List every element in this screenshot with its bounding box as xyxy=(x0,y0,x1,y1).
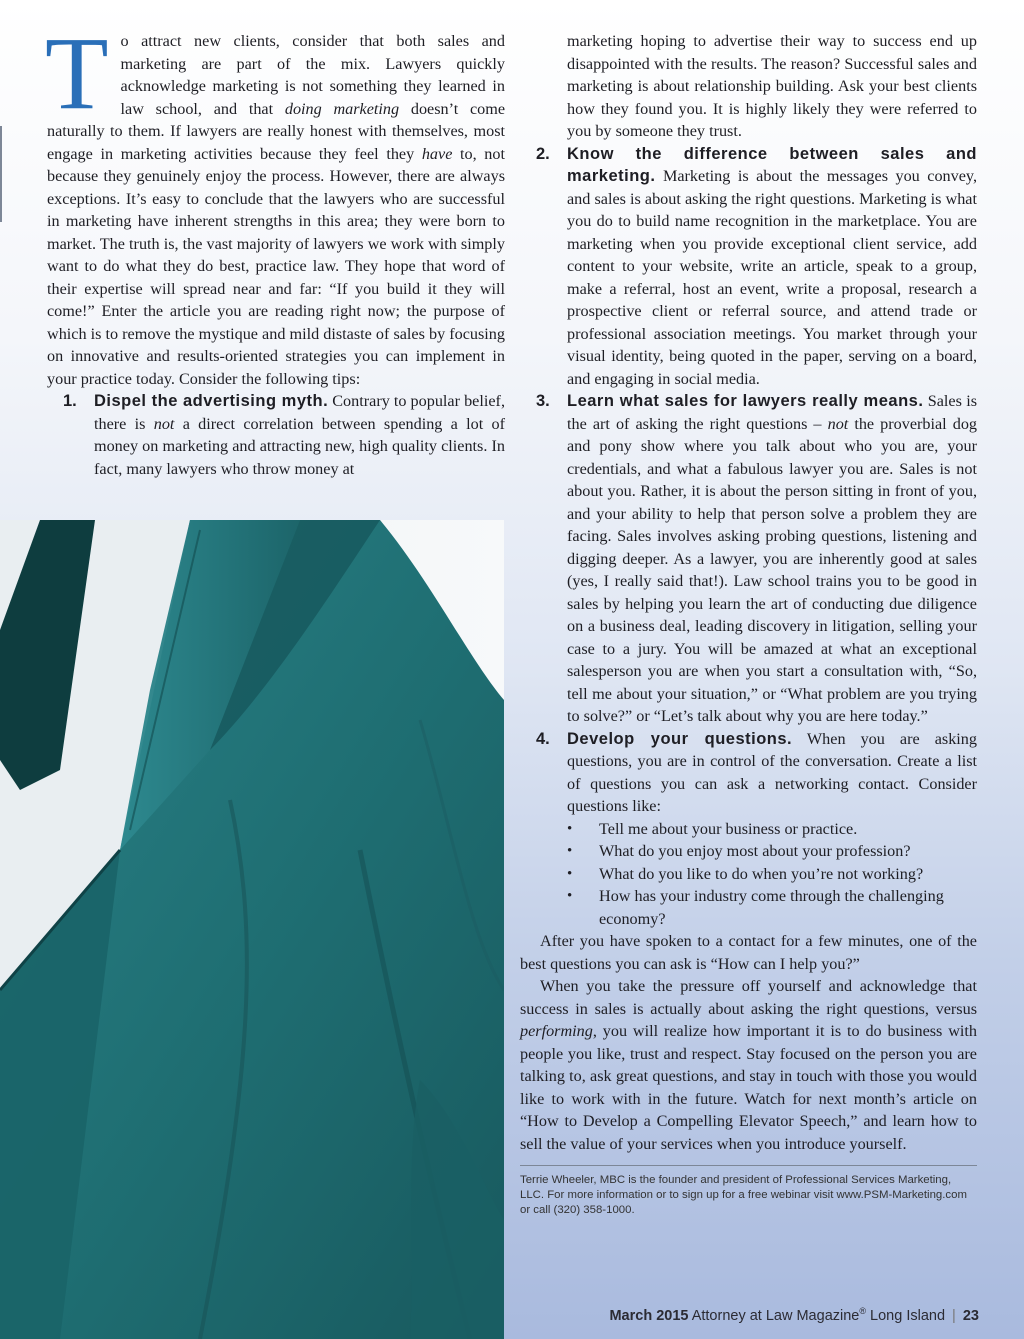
lede-paragraph: To attract new clients, consider that both sales and marketing are part of the mix. Lawyers quickly acknowledge marketing is not something they learned in law school, and that doing marketing doesn’t come naturally to them. If lawyers are really honest with themselves, most engage in marketing activities because they feel they have to, not because they genuinely enjoy the process. However, there are always exceptions. It’s easy to conclude that the lawyers who are successful in marketing have inherent strengths in this area; they were born to market. The truth is, the vast majority of lawyers we work with simply want to do what they do best, practice law. They hope that word of their expertise will spread near and far: “If you build it they will come!” Enter the article you are reading right now; the purpose of which is to remove the mystique and mild distaste of sales by focusing on innovative and results-oriented strategies you can implement in your practice today. Consider the following tips: xyxy=(45,16,506,388)
tip-number: 3. xyxy=(536,392,550,410)
tip-4: 4. Develop your questions. When you are asking questions, you are in control of the conversation. Create a list of questions you can ask a networking contact. Consider questions like: xyxy=(536,729,977,815)
tip-title: Dispel the advertising myth. xyxy=(94,392,329,410)
bio-divider xyxy=(520,1165,977,1166)
tip-3: 3. Learn what sales for lawyers really means. Sales is the art of asking the right questions – not the proverbial dog and pony show where you talk about who you are, your credentials, and what a fabulous lawyer you are. Sales is not about you. Rather, it is about the person sitting in front of you, and your ability to help that person solve a problem they are facing. Sales involves asking probing questions, listening and digging deeper. As a lawyer, you are inherently good at sales (yes, I really said that!). Law school trains you to be good in sales by helping you learn the art of conducting due diligence on a business deal, leading discovery in litigation, selling your case to a jury. You will be amazed at what an exceptional salesperson you are when you start a consultation with, “So, tell me about your situation,” or “What problem are you trying to solve?” or “Let’s talk about why you are here today.” xyxy=(536,392,978,725)
tip-2: 2. Know the difference between sales and marketing. Marketing is about the messages you convey, and sales is about asking the right questions. Marketing is what you do to build name recognition in the marketplace. You are marketing when you provide exceptional client service, add content to your website, write an article, speak to a group, make a referral, host an event, write a proposal, research a prospective client or referral source, and attend trade or professional association meetings. You market through your visual identity, being quoted in the paper, serving on a board, and engaging in social media. xyxy=(536,144,977,388)
tip-title: Develop your questions. xyxy=(567,729,793,748)
tip-number: 1. xyxy=(63,392,77,410)
list-item: • Tell me about your business or practice. xyxy=(599,818,977,841)
suit-photo xyxy=(0,520,504,1339)
tip-1-continued: marketing hoping to advertise their way to success end up disappointed with the results. The reason? Successful sales and marketing is about relationship building. Ask your best clients how they found you. It is highly likely they were referred to you by someone they trust. xyxy=(567,32,977,140)
tip-number: 2. xyxy=(536,144,550,163)
tip-1: 1. Dispel the advertising myth. Contrary to popular belief, there is not a direct correlation between spending a lot of money on marketing and attracting new, high quality clients. In fact, many lawyers who throw money at xyxy=(63,392,506,478)
page-footer xyxy=(609,1306,979,1324)
question-list xyxy=(520,818,977,931)
tip-title: Learn what sales for lawyers really means. xyxy=(567,392,924,410)
suit-illustration xyxy=(0,520,504,1339)
registered-mark: ® xyxy=(859,1306,866,1316)
author-bio: Terrie Wheeler, MBC is the founder and president of Professional Services Marketing, LLC. For more information or to sign up for a free webinar visit www.PSM-Marketing.com or call (320) 358-1000. xyxy=(520,1174,967,1216)
list-item: • What do you like to do when you’re not working? xyxy=(599,863,977,886)
magazine-name: Attorney at Law Magazine xyxy=(691,1307,860,1324)
list-item: • How has your industry come through the challenging economy? xyxy=(599,885,977,930)
left-column xyxy=(45,16,506,480)
issue-date: March 2015 xyxy=(609,1307,689,1324)
right-column xyxy=(520,30,977,1218)
closing-paragraph-1: After you have spoken to a contact for a few minutes, one of the best questions you can ask is “How can I help you?” xyxy=(520,932,977,973)
footer-separator: | xyxy=(952,1307,956,1324)
list-item: • What do you enjoy most about your profession? xyxy=(599,840,977,863)
closing-paragraph-2: When you take the pressure off yourself and acknowledge that success in sales is actually about asking the right questions, versus performing, you will realize how important it is to do business with people you like, trust and respect. Stay focused on the person you are talking to, ask great questions, and stay in touch with those you would like to work with in the future. Watch for next month’s article on “How to Develop a Compelling Elevator Speech,” and learn how to sell the value of your services when you introduce yourself. xyxy=(520,977,977,1153)
magazine-region: Long Island xyxy=(870,1307,946,1324)
drop-cap: T xyxy=(45,16,109,131)
tip-number: 4. xyxy=(536,729,550,748)
page-number: 23 xyxy=(962,1307,979,1324)
tip-title: Know the difference between sales and marketing. xyxy=(567,144,977,185)
margin-rule xyxy=(0,126,2,222)
